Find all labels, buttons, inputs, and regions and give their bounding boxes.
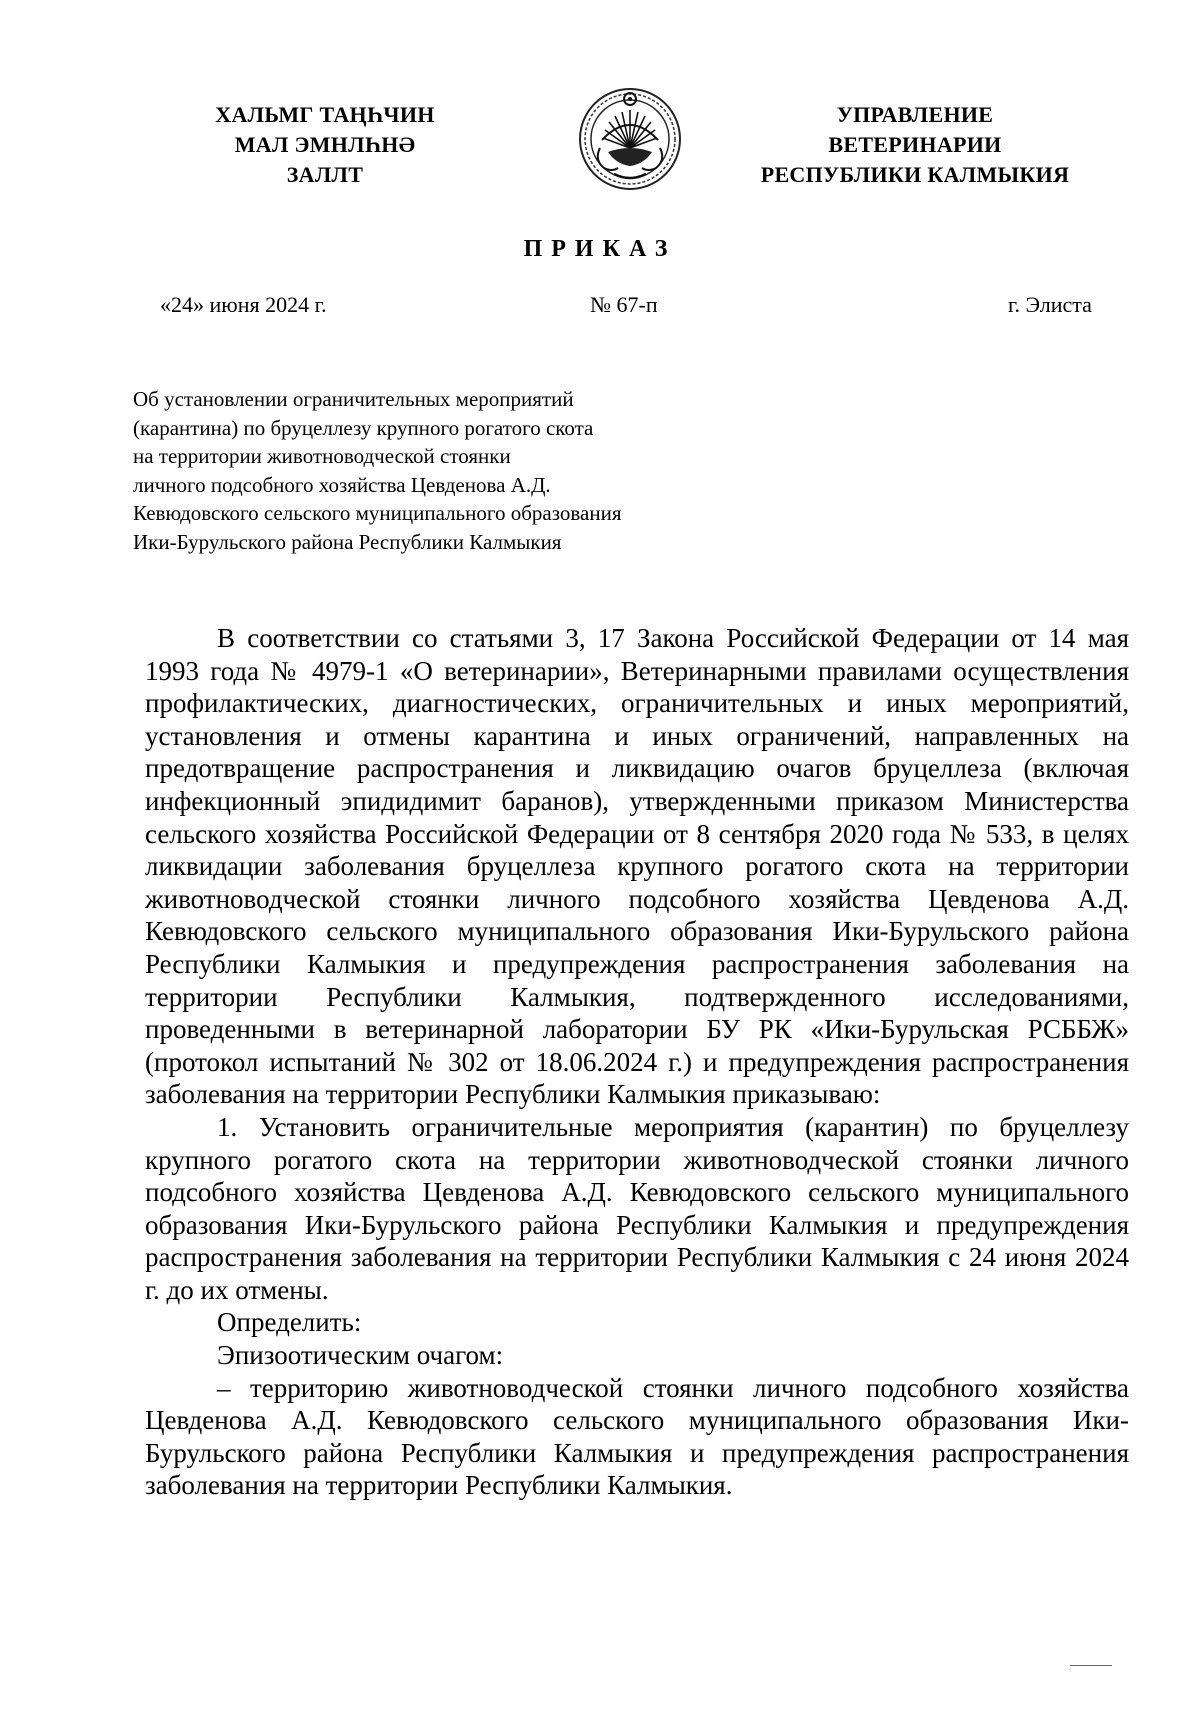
- header-kalmyk-line-1: ХАЛЬМГ ТАҢҺЧИН: [215, 102, 435, 127]
- preamble-paragraph: В соответствии со статьями 3, 17 Закона Российской Федерации от 14 мая 1993 года № 4979-1 «О ветеринарии», Ветеринарными правилами осуществления профилактических, диагностических, ограничительных и иных мероприятий, установления и отмены карантина и иных ограничений, направленных на предотвращение распространения и ликвидацию очагов бруцеллеза (включая инфекционный эпидидимит баранов), утвержденными приказом Министерства сельского хозяйства Российской Федерации от 8 сентября 2020 года № 533, в целях ликвидации заболевания бруцеллеза крупного рогатого скота на территории животноводческой стоянки личного подсобного хозяйства Цевденова А.Д. Кевюдовского сельского муниципального образования Ики-Бурульского района Республики Калмыкия и предупреждения распространения заболевания на территории Республики Калмыкия, подтвержденного исследованиями, проведенными в ветеринарной лаборатории БУ РК «Ики-Бурульская РСББЖ» (протокол испытаний № 302 от 18.06.2024 г.) и предупреждения распространения заболевания на территории Республики Калмыкия приказываю:: [145, 623, 1129, 1110]
- subject-line: Об установлении ограничительных мероприятий: [133, 387, 574, 411]
- header-russian-line-1: УПРАВЛЕНИЕ: [836, 102, 994, 127]
- subject-line: личного подсобного хозяйства Цевденова А.Д.: [133, 472, 551, 497]
- order-body: [145, 622, 1129, 1502]
- order-subject: [133, 385, 773, 556]
- header-russian-line-3: РЕСПУБЛИКИ КАЛМЫКИЯ: [760, 162, 1070, 187]
- scan-margin-mark: [1070, 1665, 1112, 1666]
- order-date: «24» июня 2024 г.: [160, 292, 327, 317]
- subject-line: (карантина) по бруцеллезу крупного рогатого скота: [133, 415, 594, 440]
- header-russian: [740, 100, 1090, 190]
- order-number: № 67-п: [590, 292, 658, 317]
- epizootic-focus-text: – территорию животноводческой стоянки личного подсобного хозяйства Цевденова А.Д. Кевюдовского сельского муниципального образования Ики-Бурульского района Республики Калмыкия и предупреждения распространения заболевания на территории Республики Калмыкия.: [145, 1372, 1129, 1501]
- subject-line: Ики-Бурульского района Республики Калмыкия: [133, 529, 562, 554]
- document-title: ПРИКАЗ: [523, 236, 677, 262]
- header-kalmyk-line-2: МАЛ ЭМНЛҺНӘ: [234, 132, 416, 157]
- coat-of-arms-emblem: [578, 86, 682, 192]
- header-kalmyk: [195, 100, 455, 190]
- header-kalmyk-line-3: ЗАЛЛТ: [286, 162, 364, 187]
- subject-line: Кевюдовского сельского муниципального образования: [133, 501, 622, 525]
- define-label: Определить:: [217, 1307, 362, 1338]
- header-russian-line-2: ВЕТЕРИНАРИИ: [828, 132, 1002, 157]
- item-1-paragraph: 1. Установить ограничительные мероприятия (карантин) по бруцеллезу крупного рогатого скота на территории животноводческой стоянки личного подсобного хозяйства Цевденова А.Д. Кевюдовского сельского муниципального образования Ики-Бурульского района Республики Калмыкия и предупреждения распространения заболевания на территории Республики Калмыкия с 24 июня 2024 г. до их отмены.: [145, 1111, 1129, 1305]
- subject-line: на территории животноводческой стоянки: [133, 444, 511, 468]
- order-city: г. Элиста: [1008, 292, 1092, 317]
- epizootic-focus-label: Эпизоотическим очагом:: [217, 1340, 504, 1371]
